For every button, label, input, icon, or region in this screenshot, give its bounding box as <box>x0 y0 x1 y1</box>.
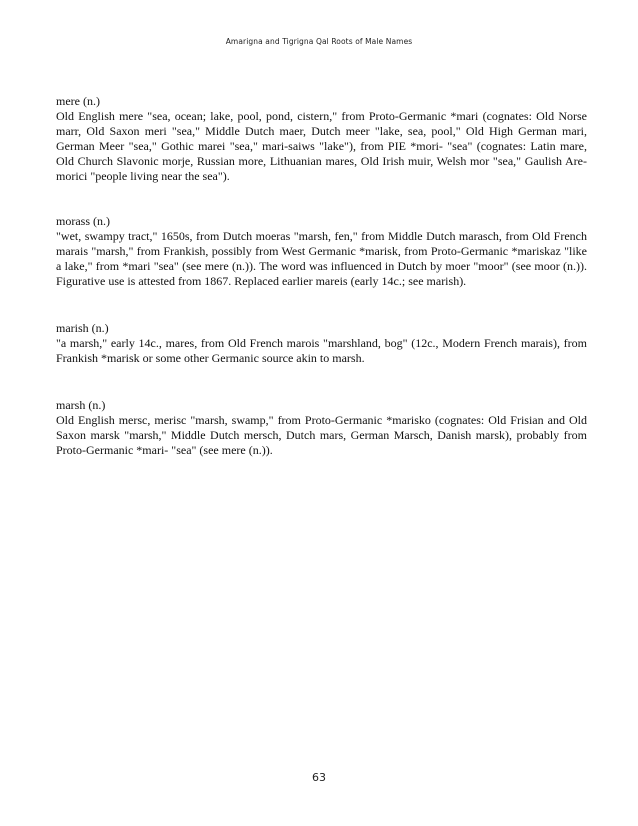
entry-headword: mere (n.) <box>56 94 100 108</box>
entry-marish <box>56 321 587 366</box>
entry-morass <box>56 214 587 289</box>
entry-mere <box>56 94 587 184</box>
entry-headword: marish (n.) <box>56 321 109 335</box>
entry-headword: morass (n.) <box>56 214 110 228</box>
entry-definition: Old English mersc, merisc "marsh, swamp," from Proto-Germanic *marisko (cognates: Old Frisian and Old Saxon marsk "marsh," Middle Dutch mersch, Dutch mars, German Marsch, Danish marsk), probably from Proto-Germanic *mari- "sea" (see mere (n.)). <box>56 413 587 457</box>
running-header: Amarigna and Tigrigna Qal Roots of Male Names <box>225 37 413 46</box>
entry-marsh <box>56 398 587 458</box>
entry-definition: "a marsh," early 14c., mares, from Old French marois "marshland, bog" (12c., Modern French marais), from Frankish *marisk or some other Germanic source akin to marsh. <box>56 336 587 365</box>
page-number: 63 <box>312 771 326 784</box>
entry-definition: Old English mere "sea, ocean; lake, pool, pond, cistern," from Proto-Germanic *mari (cognates: Old Norse marr, Old Saxon meri "sea," Middle Dutch maer, Dutch meer "lake, sea, pool," Old High German mari, German Meer "sea," Gothic marei "sea," mari-saiws "lake"), from PIE *mori- "sea" (cognates: Latin mare, Old Church Slavonic morje, Russian more, Lithuanian mares, Old Irish muir, Welsh mor "sea," Gaulish Are-morici "people living near the sea"). <box>56 109 587 183</box>
entry-headword: marsh (n.) <box>56 398 106 412</box>
dictionary-entries <box>56 94 587 488</box>
entry-definition: "wet, swampy tract," 1650s, from Dutch moeras "marsh, fen," from Middle Dutch marasch, from Old French marais "marsh," from Frankish, possibly from West Germanic *marisk, from Proto-Germanic *mariskaz "like a lake," from *mari "sea" (see mere (n.)). The word was influenced in Dutch by moer "moor" (see moor (n.)). Figurative use is attested from 1867. Replaced earlier mareis (early 14c.; see marish). <box>56 229 587 288</box>
